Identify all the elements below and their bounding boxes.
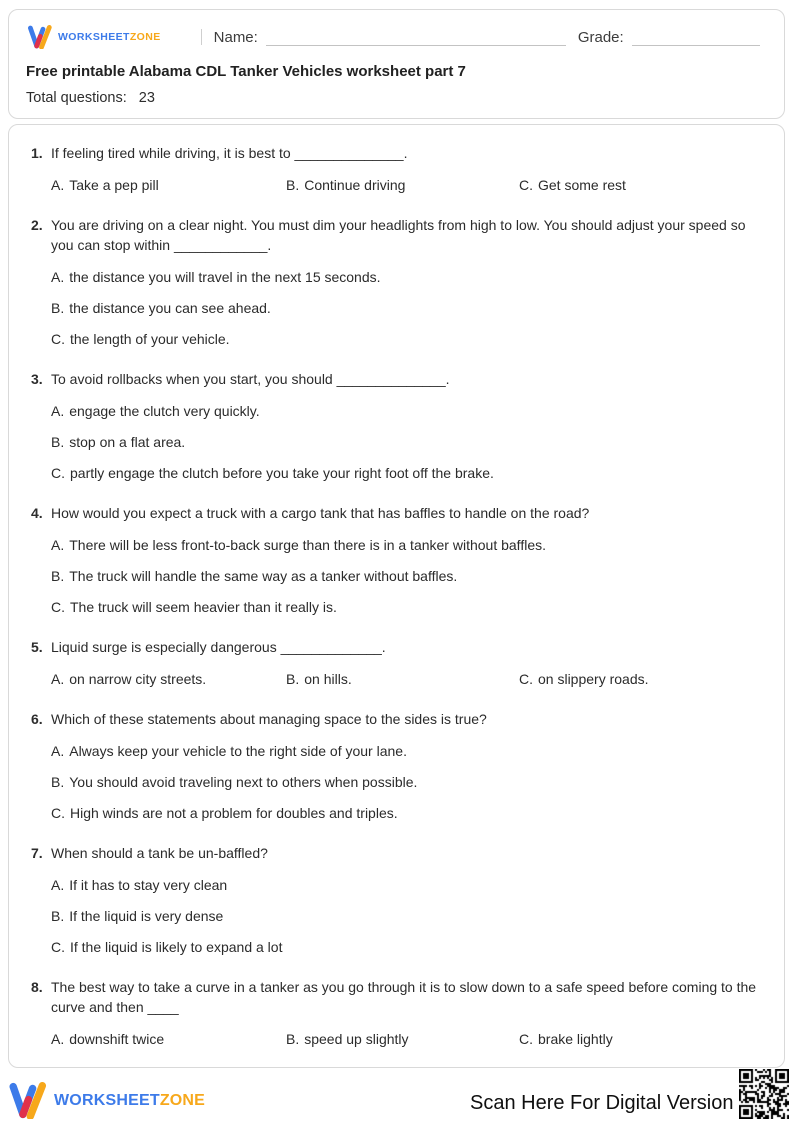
option-text: High winds are not a problem for doubles and triples. <box>70 805 398 821</box>
question-5 <box>31 637 760 689</box>
answer-options <box>51 535 760 617</box>
option-letter: A. <box>51 537 65 553</box>
question-number: 2. <box>31 217 43 233</box>
answer-option-b <box>51 772 760 792</box>
option-text: downshift twice <box>69 1031 165 1047</box>
option-letter: C. <box>51 939 65 955</box>
option-letter: C. <box>51 805 65 821</box>
answer-option-b <box>51 566 760 586</box>
question-text: How would you expect a truck with a cargo tank that has baffles to handle on the road? <box>51 505 590 521</box>
answer-option-a <box>51 267 760 287</box>
answer-options <box>51 875 760 957</box>
questions-card <box>8 124 785 1068</box>
answer-option-a <box>51 401 760 421</box>
option-letter: A. <box>51 671 65 687</box>
question-number: 8. <box>31 979 43 995</box>
answer-option-a <box>51 741 760 761</box>
option-text: The truck will handle the same way as a tanker without baffles. <box>69 568 458 584</box>
option-letter: B. <box>51 774 65 790</box>
question-text: If feeling tired while driving, it is best to ______________. <box>51 145 408 161</box>
option-text: the distance you will travel in the next 15 seconds. <box>69 269 381 285</box>
footer-brand-word-zone: ZONE <box>159 1091 206 1109</box>
question-6 <box>31 709 760 823</box>
answer-option-a <box>51 669 286 689</box>
answer-option-c <box>519 175 760 195</box>
question-7 <box>31 843 760 957</box>
question-text: You are driving on a clear night. You must dim your headlights from high to low. You should adjust your speed so you can stop within ____________. <box>51 217 746 253</box>
answer-option-b <box>286 175 519 195</box>
answer-option-c <box>51 937 760 957</box>
option-letter: C. <box>51 331 65 347</box>
brand-logo <box>27 25 161 49</box>
option-letter: B. <box>51 908 65 924</box>
answer-options <box>51 1029 760 1049</box>
question-1 <box>31 143 760 195</box>
option-letter: A. <box>51 877 65 893</box>
footer-brand-name <box>54 1092 205 1110</box>
option-letter: B. <box>51 434 65 450</box>
option-text: partly engage the clutch before you take your right foot off the brake. <box>70 465 494 481</box>
option-text: Get some rest <box>538 177 626 193</box>
name-blank-line <box>266 29 566 46</box>
option-letter: B. <box>286 671 300 687</box>
question-number: 3. <box>31 371 43 387</box>
option-text: on slippery roads. <box>538 671 649 687</box>
option-letter: A. <box>51 1031 65 1047</box>
qr-code <box>739 1069 789 1119</box>
question-number: 5. <box>31 639 43 655</box>
option-letter: C. <box>51 465 65 481</box>
option-letter: A. <box>51 177 65 193</box>
total-questions-label: Total questions: <box>26 90 127 106</box>
grade-label: Grade: <box>577 28 624 46</box>
footer-brand-logo <box>8 1082 205 1119</box>
option-letter: A. <box>51 269 65 285</box>
answer-option-a <box>51 175 286 195</box>
grade-blank-line <box>632 29 760 46</box>
question-number: 4. <box>31 505 43 521</box>
question-number: 7. <box>31 845 43 861</box>
option-text: the distance you can see ahead. <box>69 300 271 316</box>
option-letter: C. <box>51 599 65 615</box>
answer-option-b <box>51 906 760 926</box>
option-text: on hills. <box>304 671 352 687</box>
option-text: The truck will seem heavier than it really is. <box>70 599 337 615</box>
question-3 <box>31 369 760 483</box>
answer-option-a <box>51 1029 286 1049</box>
question-4 <box>31 503 760 617</box>
header-card <box>8 9 785 119</box>
question-text: Which of these statements about managing space to the sides is true? <box>51 711 487 727</box>
brand-row <box>9 10 784 49</box>
option-letter: C. <box>519 177 533 193</box>
option-text: There will be less front-to-back surge than there is in a tanker without baffles. <box>69 537 546 553</box>
answer-option-c <box>51 597 760 617</box>
answer-option-b <box>51 298 760 318</box>
question-number: 1. <box>31 145 43 161</box>
brand-name <box>58 31 161 43</box>
question-text: When should a tank be un-baffled? <box>51 845 268 861</box>
option-text: Always keep your vehicle to the right side of your lane. <box>69 743 407 759</box>
answer-option-a <box>51 535 760 555</box>
answer-options <box>51 175 760 195</box>
answer-option-a <box>51 875 760 895</box>
brand-w-icon <box>27 25 53 49</box>
answer-options <box>51 267 760 349</box>
answer-options <box>51 669 760 689</box>
answer-option-b <box>286 1029 519 1049</box>
option-text: If it has to stay very clean <box>69 877 228 893</box>
answer-option-c <box>51 329 760 349</box>
answer-option-c <box>51 463 760 483</box>
answer-option-c <box>519 669 760 689</box>
question-text: To avoid rollbacks when you start, you should ______________. <box>51 371 450 387</box>
option-text: If the liquid is very dense <box>69 908 224 924</box>
option-letter: B. <box>51 300 65 316</box>
option-text: the length of your vehicle. <box>70 331 230 347</box>
brand-word-worksheet: WORKSHEET <box>58 31 130 43</box>
question-2 <box>31 215 760 349</box>
option-letter: C. <box>519 1031 533 1047</box>
question-text: Liquid surge is especially dangerous _____________. <box>51 639 386 655</box>
option-letter: B. <box>51 568 65 584</box>
header-divider <box>201 29 202 45</box>
brand-word-zone: ZONE <box>129 31 161 43</box>
option-text: brake lightly <box>538 1031 613 1047</box>
answer-options <box>51 741 760 823</box>
option-letter: A. <box>51 743 65 759</box>
option-text: Take a pep pill <box>69 177 159 193</box>
answer-option-c <box>519 1029 760 1049</box>
scan-here-text: Scan Here For Digital Version <box>470 1092 734 1114</box>
option-letter: B. <box>286 177 300 193</box>
answer-option-b <box>286 669 519 689</box>
answer-option-b <box>51 432 760 452</box>
answer-option-c <box>51 803 760 823</box>
option-letter: A. <box>51 403 65 419</box>
option-text: engage the clutch very quickly. <box>69 403 260 419</box>
footer-brand-w-icon <box>8 1082 48 1119</box>
option-text: Continue driving <box>304 177 406 193</box>
option-letter: C. <box>519 671 533 687</box>
question-text: The best way to take a curve in a tanker as you go through it is to slow down to a safe speed before coming to the curve and then ____ <box>51 979 757 1015</box>
total-questions-row <box>9 88 784 108</box>
answer-options <box>51 401 760 483</box>
option-text: You should avoid traveling next to others when possible. <box>69 774 418 790</box>
total-questions-value: 23 <box>138 90 155 106</box>
option-letter: B. <box>286 1031 300 1047</box>
worksheet-title: Free printable Alabama CDL Tanker Vehicles worksheet part 7 <box>26 63 466 80</box>
name-label: Name: <box>213 28 258 46</box>
option-text: speed up slightly <box>304 1031 409 1047</box>
question-8 <box>31 977 760 1049</box>
footer-brand-word-worksheet: WORKSHEET <box>54 1091 160 1109</box>
option-text: on narrow city streets. <box>69 671 207 687</box>
option-text: If the liquid is likely to expand a lot <box>70 939 283 955</box>
question-number: 6. <box>31 711 43 727</box>
option-text: stop on a flat area. <box>69 434 186 450</box>
